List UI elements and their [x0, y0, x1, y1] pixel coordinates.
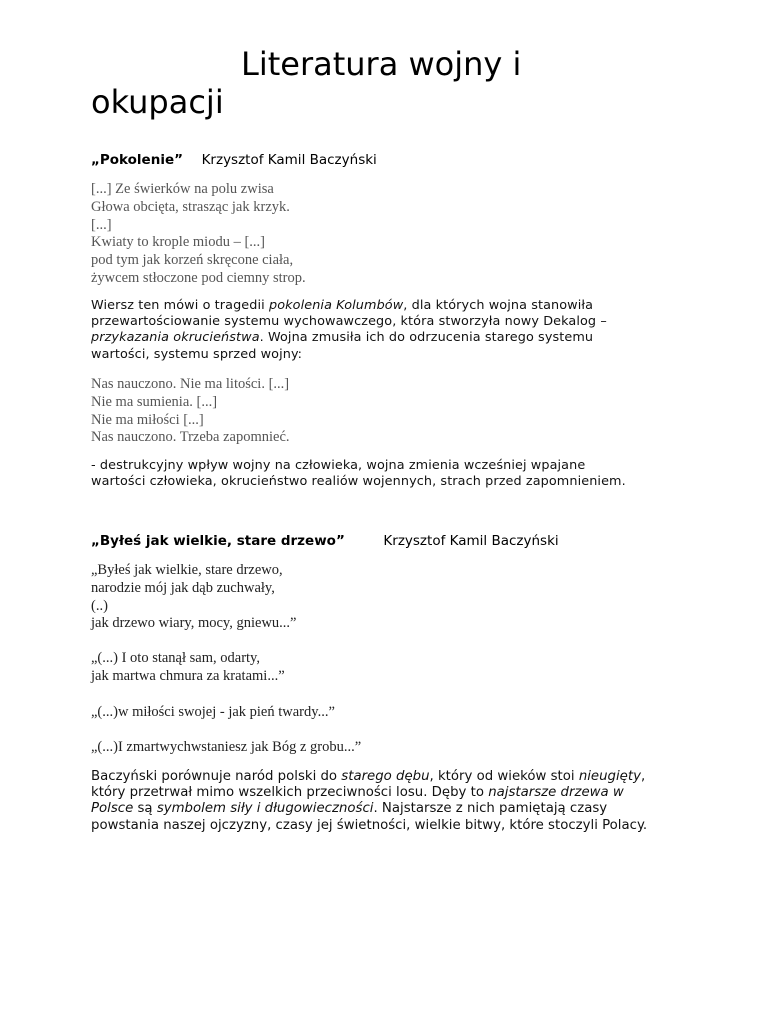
text-run-italic: najstarsze drzewa w [488, 785, 624, 801]
text-run: . Wojna zmusiła ich do odrzucenia starego systemu [259, 330, 594, 346]
text-line: wartości człowieka, okrucieństwo realiów wojennych, strach przed zapomnieniem. [91, 474, 626, 490]
poem-line: jak martwa chmura za kratami...” [91, 667, 285, 684]
section1-poem [91, 181, 306, 288]
section1-author: Krzysztof Kamil Baczyński [201, 152, 377, 168]
text-run-italic: starego dębu [341, 769, 430, 784]
text-run: Wiersz ten mówi o tragedii [91, 298, 269, 313]
poem-line: narodzie mój jak dąb zuchwały, [91, 579, 275, 596]
text-line: wartości, systemu sprzed wojny: [91, 346, 303, 362]
text-run: są [133, 801, 157, 817]
poem-line: jak drzewo wiary, mocy, gniewu...” [91, 615, 297, 632]
section1-poem2 [91, 376, 290, 447]
section1-paragraph2 [91, 458, 681, 490]
section2-stanza4 [91, 739, 361, 757]
poem-line: „(...)I zmartwychwstaniesz jak Bóg z grobu...” [91, 739, 362, 755]
text-line: powstania naszej ojczyzny, czasy jej świetności, wielkie bitwy, które stoczyli Polacy. [91, 817, 648, 833]
section2-stanza3 [91, 704, 335, 722]
text-run-italic: przykazania okrucieństwa [91, 330, 260, 346]
poem-line: (..) [91, 597, 108, 614]
text-line: - destrukcyjny wpływ wojny na człowieka, wojna zmienia wcześniej wpajane [91, 458, 586, 473]
poem-line: żywcem stłoczone pod ciemny strop. [91, 269, 306, 286]
poem-line: Nas nauczono. Trzeba zapomnieć. [91, 429, 290, 446]
poem-line: Nas nauczono. Nie ma litości. [...] [91, 376, 290, 392]
section2-author: Krzysztof Kamil Baczyński [383, 533, 559, 549]
text-run-italic: pokolenia Kolumbów [268, 298, 404, 313]
poem-line: „(...)w miłości swojej - jak pień twardy...” [91, 704, 335, 720]
poem-line: Nie ma miłości [...] [91, 411, 204, 428]
title-line1: Literatura wojny i [241, 45, 522, 83]
section1-heading [91, 151, 377, 169]
poem-line: Głowa obcięta, strasząc jak krzyk. [91, 198, 290, 215]
section2-stanza1 [91, 562, 296, 633]
text-run-italic: nieugięty [578, 769, 641, 784]
document-title [91, 45, 671, 121]
poem-line: [...] Ze świerków na polu zwisa [91, 181, 274, 197]
text-run: który przetrwał mimo wszelkich przeciwności losu. Dęby to [91, 785, 489, 801]
text-run: Baczyński porównuje naród polski do [91, 769, 342, 784]
text-run: , który od wieków stoi [429, 769, 579, 784]
text-line: przewartościowanie systemu wychowawczego, która stworzyła nowy Dekalog – [91, 314, 607, 330]
section2-heading [91, 532, 559, 550]
poem-line: „Byłeś jak wielkie, stare drzewo, [91, 562, 283, 578]
section2-stanza2 [91, 650, 285, 686]
text-run: . Najstarsze z nich pamiętają czasy [373, 801, 608, 817]
section1-paragraph1 [91, 298, 681, 363]
text-run: , dla których wojna stanowiła [403, 298, 594, 313]
text-run: , [640, 769, 646, 784]
poem-line: Nie ma sumienia. [...] [91, 393, 218, 410]
text-run-italic: Polsce [91, 801, 134, 817]
poem-line: Kwiaty to krople miodu – [...] [91, 234, 265, 251]
poem-line: „(...) I oto stanął sam, odarty, [91, 650, 260, 666]
section2-work-title: „Byłeś jak wielkie, stare drzewo” [91, 533, 345, 549]
section1-work-title: „Pokolenie” [91, 152, 183, 168]
section2-paragraph [91, 769, 681, 834]
poem-line: [...] [91, 216, 112, 233]
title-line2: okupacji [91, 83, 224, 121]
text-run-italic: symbolem siły i długowieczności [156, 801, 374, 817]
poem-line: pod tym jak korzeń skręcone ciała, [91, 252, 294, 269]
